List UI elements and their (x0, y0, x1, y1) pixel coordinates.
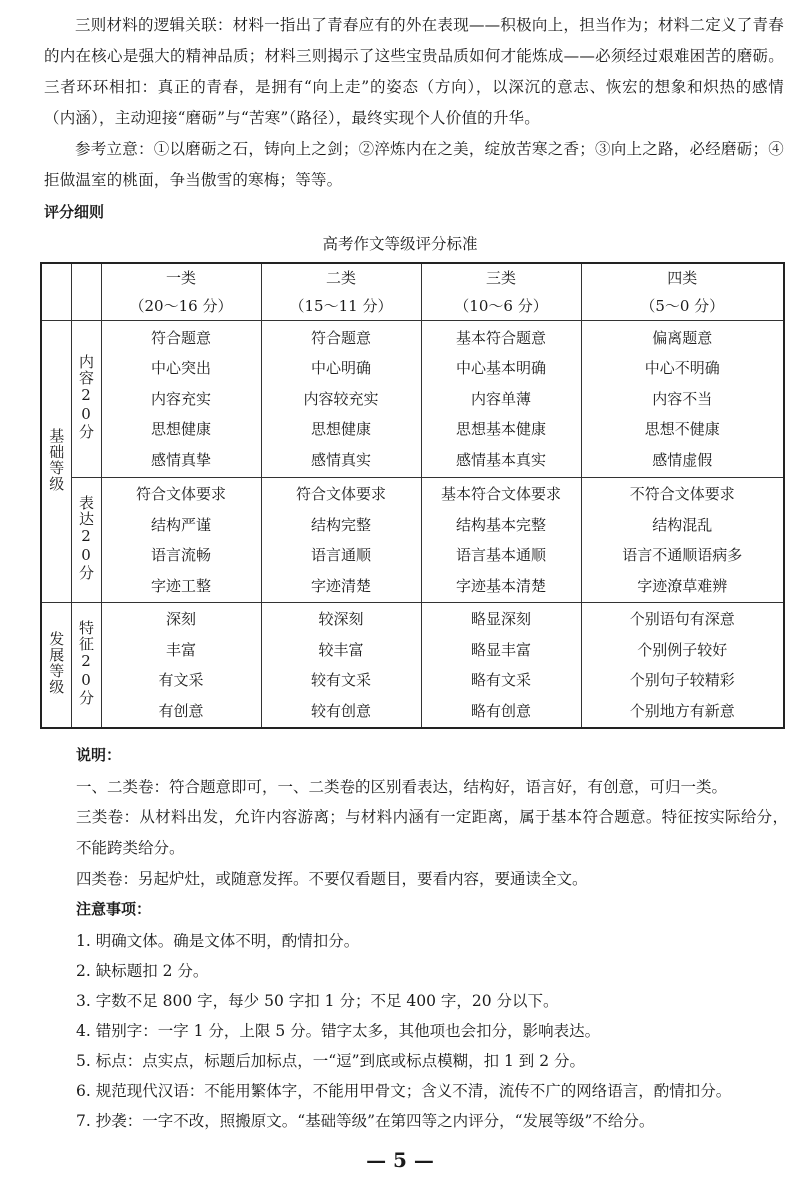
header-blank-cell (71, 263, 101, 321)
class-header (101, 263, 261, 321)
class-range: （10～6 分） (454, 297, 548, 315)
criteria-item: 内容较充实 (303, 389, 379, 408)
criteria-item: 内容不当 (652, 389, 713, 408)
criteria-item: 感情虚假 (652, 450, 713, 469)
criteria-item: 思想健康 (150, 420, 211, 439)
row-label-content: 内容20分 (71, 321, 101, 478)
note-item: 1. 明确文体。确是文体不明，酌情扣分。 (76, 932, 360, 950)
criteria-item: 思想基本健康 (455, 420, 546, 439)
table-row-features (41, 603, 784, 729)
class-name: 三类 (485, 269, 516, 287)
table-row-content (41, 321, 784, 478)
group-label-basic: 基础等级 (41, 321, 71, 603)
table-caption: 高考作文等级评分标准 (322, 235, 478, 253)
criteria-cell (581, 603, 784, 729)
criteria-cell (261, 321, 421, 478)
criteria-item: 字迹基本清楚 (455, 576, 546, 595)
intro-paragraph-logic: 三则材料的逻辑关联：材料一指出了青春应有的外在表现——积极向上，担当作为；材料二定义了青春的内在核心是强大的精神品质；材料三则揭示了这些宝贵品质如何才能炼成——必须经过艰难困苦的磨砺。三者环环相扣：真正的青春，是拥有“向上走”的姿态（方向），以深沉的意志、恢宏的想象和炽热的感情（内涵），主动迎接“磨砺”与“苦寒”（路径），最终实现个人价值的升华。 (44, 16, 784, 127)
explanation-item: 四类卷：另起炉灶，或随意发挥。不要仅看题目，要看内容，要通读全文。 (76, 870, 588, 888)
criteria-item: 结构基本完整 (455, 515, 546, 534)
criteria-item: 丰富 (165, 640, 196, 659)
explanation-title: 说明： (76, 746, 122, 764)
row-label-expression: 表达20分 (71, 478, 101, 603)
criteria-cell (581, 478, 784, 603)
criteria-cell (101, 321, 261, 478)
note-item: 7. 抄袭：一字不改，照搬原文。“基础等级”在第四等之内评分，“发展等级”不给分。 (76, 1112, 655, 1130)
criteria-item: 略显丰富 (470, 640, 531, 659)
criteria-item: 思想健康 (310, 420, 371, 439)
criteria-cell (101, 603, 261, 729)
explanation-item: 三类卷：从材料出发，允许内容游离；与材料内涵有一定距离，属于基本符合题意。特征按实际给分，不能跨类给分。 (76, 808, 788, 857)
grading-table (40, 262, 785, 729)
criteria-item: 个别语句有深意 (629, 610, 735, 628)
criteria-item: 较深刻 (318, 610, 364, 628)
class-range: （15～11 分） (289, 297, 393, 315)
note-item: 4. 错别字：一字 1 分，上限 5 分。错字太多，其他项也会扣分，影响表达。 (76, 1022, 601, 1040)
criteria-item: 个别句子较精彩 (629, 671, 735, 689)
criteria-item: 符合题意 (150, 328, 211, 347)
group-label-development: 发展等级 (41, 603, 71, 729)
criteria-item: 符合题意 (310, 328, 371, 347)
criteria-item: 中心基本明确 (455, 359, 546, 378)
class-name: 二类 (325, 269, 356, 287)
table-row-expression (41, 478, 784, 603)
intro-paragraph-themes: 参考立意：①以磨砺之石，铸向上之剑；②淬炼内在之美，绽放苦寒之香；③向上之路，必经磨砺；④拒做温室的桃面，争当傲雪的寒梅；等等。 (44, 140, 784, 189)
criteria-item: 内容充实 (150, 389, 211, 408)
criteria-item: 语言通顺 (310, 546, 371, 564)
criteria-cell (581, 321, 784, 478)
criteria-item: 深刻 (165, 610, 196, 628)
criteria-item: 字迹工整 (150, 576, 211, 595)
class-range: （5～0 分） (640, 297, 725, 315)
class-range: （20～16 分） (129, 297, 233, 315)
criteria-item: 语言不通顺语病多 (622, 546, 743, 564)
criteria-item: 语言基本通顺 (455, 546, 546, 564)
criteria-item: 思想不健康 (644, 420, 720, 439)
table-header-row (41, 263, 784, 321)
header-blank-cell (41, 263, 71, 321)
explanation-item: 一、二类卷：符合题意即可，一、二类卷的区别看表达，结构好，语言好，有创意，可归一类。 (76, 778, 728, 796)
note-item: 5. 标点：点实点，标题后加标点，一“逗”到底或标点模糊，扣 1 到 2 分。 (76, 1052, 585, 1070)
class-header (581, 263, 784, 321)
criteria-item: 感情基本真实 (455, 450, 546, 469)
row-label-features: 特征20分 (71, 603, 101, 729)
criteria-item: 中心不明确 (644, 359, 720, 378)
class-header (261, 263, 421, 321)
criteria-cell (261, 478, 421, 603)
criteria-item: 有文采 (158, 671, 204, 689)
criteria-item: 基本符合题意 (455, 328, 546, 347)
criteria-item: 字迹潦草难辨 (637, 576, 728, 595)
criteria-item: 字迹清楚 (310, 576, 371, 595)
criteria-item: 内容单薄 (470, 389, 531, 408)
criteria-item: 略有文采 (470, 671, 531, 689)
criteria-item: 中心突出 (150, 359, 211, 378)
page-number: — 5 — (366, 1148, 434, 1172)
criteria-item: 不符合文体要求 (629, 485, 735, 503)
criteria-item: 基本符合文体要求 (440, 485, 561, 503)
criteria-cell (101, 478, 261, 603)
criteria-item: 中心明确 (310, 359, 371, 378)
criteria-item: 语言流畅 (150, 546, 211, 564)
criteria-item: 较有创意 (310, 701, 371, 720)
class-header (421, 263, 581, 321)
section-title: 评分细则 (44, 203, 105, 221)
note-item: 2. 缺标题扣 2 分。 (76, 962, 209, 980)
class-name: 一类 (165, 269, 196, 287)
note-item: 3. 字数不足 800 字，每少 50 字扣 1 分；不足 400 字，20 分以下。 (76, 992, 559, 1010)
criteria-item: 有创意 (158, 701, 204, 720)
note-item: 6. 规范现代汉语：不能用繁体字，不能用甲骨文；含义不清，流传不广的网络语言，酌情扣分。 (76, 1082, 732, 1100)
criteria-item: 较有文采 (310, 671, 371, 689)
criteria-item: 个别例子较好 (637, 640, 728, 659)
criteria-item: 结构严谨 (150, 515, 211, 534)
criteria-cell (421, 321, 581, 478)
criteria-item: 感情真实 (310, 450, 371, 469)
criteria-item: 个别地方有新意 (629, 701, 735, 720)
criteria-item: 感情真挚 (150, 450, 211, 469)
class-name: 四类 (667, 269, 698, 287)
criteria-item: 符合文体要求 (295, 485, 386, 503)
criteria-cell (421, 603, 581, 729)
criteria-item: 结构混乱 (652, 515, 713, 534)
notes-title: 注意事项： (76, 900, 152, 918)
criteria-cell (421, 478, 581, 603)
criteria-item: 偏离题意 (652, 328, 713, 347)
criteria-item: 符合文体要求 (135, 485, 226, 503)
criteria-item: 略有创意 (470, 701, 531, 720)
criteria-item: 较丰富 (318, 640, 364, 659)
criteria-item: 结构完整 (310, 515, 371, 534)
criteria-cell (261, 603, 421, 729)
criteria-item: 略显深刻 (470, 610, 531, 628)
